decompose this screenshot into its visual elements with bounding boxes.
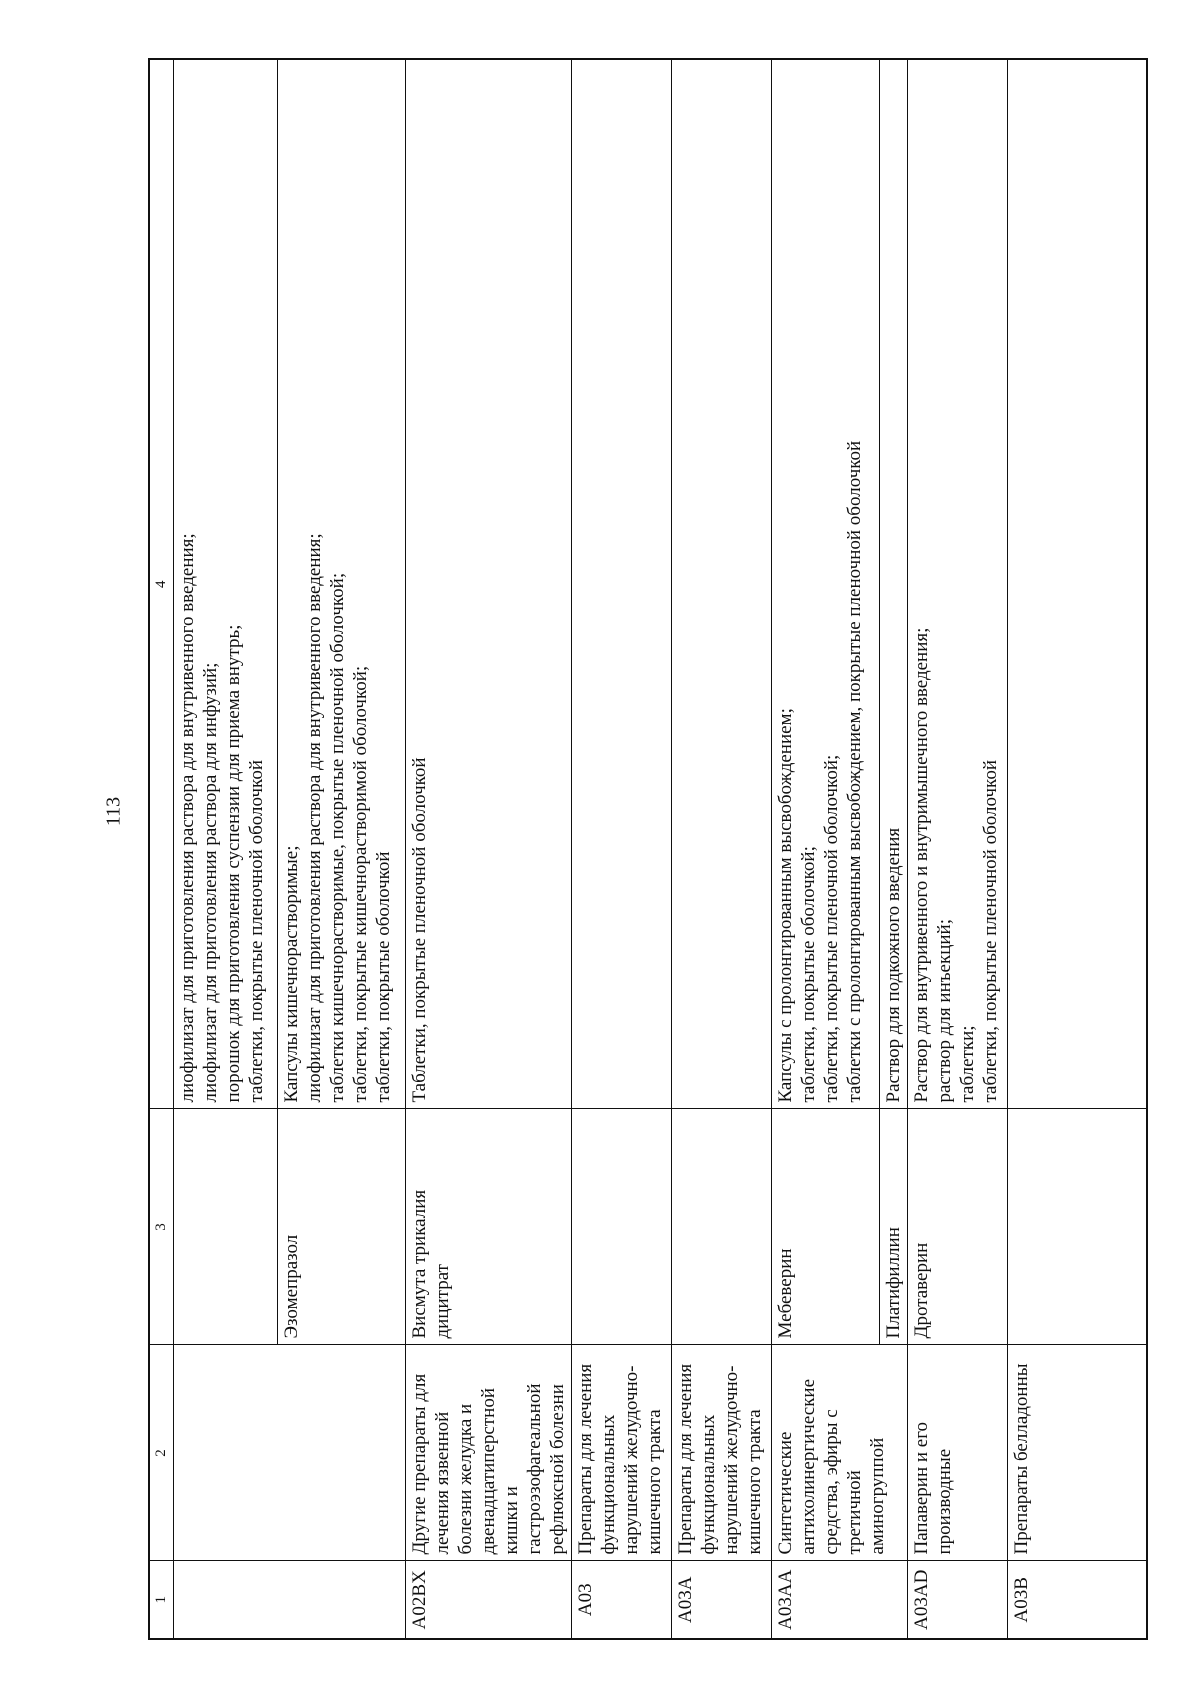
substance-name: Дротаверин xyxy=(908,1109,1008,1345)
table-row xyxy=(672,59,772,1639)
form-line: Раствор для внутривенного и внутримышечного введения; xyxy=(911,627,932,1103)
form-line: Капсулы с пролонгированным высвобождением; xyxy=(775,708,796,1103)
group-name: Препараты белладонны xyxy=(1008,1345,1148,1561)
group-name xyxy=(174,1345,406,1561)
table-row xyxy=(908,59,1008,1639)
form-line: порошок для приготовления суспензии для приема внутрь; xyxy=(223,624,244,1103)
form-line: лиофилизат для приготовления раствора для внутривенного введения; xyxy=(304,533,325,1103)
form-line: лиофилизат для приготовления раствора для инфузий; xyxy=(200,662,221,1103)
header-col-4: 4 xyxy=(149,59,174,1109)
atc-code: A03 xyxy=(572,1561,672,1639)
header-col-1: 1 xyxy=(149,1561,174,1639)
group-name: Другие препараты для лечения язвенной болезни желудка и двенадцатиперстной кишки и гастроэзофагеальной рефлюксной болезни xyxy=(406,1345,572,1561)
table-row xyxy=(406,59,572,1639)
substance-name xyxy=(572,1109,672,1345)
group-name: Препараты для лечения функциональных нарушений желудочно-кишечного тракта xyxy=(572,1345,672,1561)
form-line: Капсулы кишечнорастворимые; xyxy=(281,845,302,1103)
substance-name: Эзомепразол xyxy=(278,1109,406,1345)
group-name: Синтетические антихолинергические средства, эфиры с третичной аминогруппой xyxy=(772,1345,908,1561)
form-line: Таблетки, покрытые пленочной оболочкой xyxy=(409,757,430,1103)
atc-code: A03AD xyxy=(908,1561,1008,1639)
header-col-2: 2 xyxy=(149,1345,174,1561)
atc-code: A03B xyxy=(1008,1561,1148,1639)
table-row xyxy=(1008,59,1148,1639)
dosage-forms xyxy=(672,59,772,1109)
form-line: раствор для инъекций; xyxy=(934,918,955,1103)
substance-name: Платифиллин xyxy=(880,1109,908,1345)
page-number: 113 xyxy=(102,796,125,827)
form-line: лиофилизат для приготовления раствора для внутривенного введения; xyxy=(177,533,198,1103)
group-name: Папаверин и его производные xyxy=(908,1345,1008,1561)
table-row xyxy=(772,59,880,1639)
substance-name xyxy=(672,1109,772,1345)
atc-code: A03A xyxy=(672,1561,772,1639)
form-line: таблетки, покрытые кишечнорастворимой оболочкой; xyxy=(350,665,371,1103)
dosage-forms xyxy=(406,59,572,1109)
atc-code xyxy=(174,1561,406,1639)
dosage-forms xyxy=(880,59,908,1109)
rotated-table-sheet xyxy=(148,60,1148,1640)
dosage-forms xyxy=(908,59,1008,1109)
substance-name: Мебеверин xyxy=(772,1109,880,1345)
substance-name: Висмута трикалия дицитрат xyxy=(406,1109,572,1345)
header-row xyxy=(149,59,174,1639)
header-col-3: 3 xyxy=(149,1109,174,1345)
dosage-forms xyxy=(1008,59,1148,1109)
form-line: таблетки, покрытые пленочной оболочкой; xyxy=(821,754,842,1103)
form-line: таблетки; xyxy=(957,1025,978,1103)
form-line: таблетки кишечнорастворимые, покрытые пленочной оболочкой; xyxy=(327,572,348,1103)
form-line: Раствор для подкожного введения xyxy=(883,827,904,1103)
form-line: таблетки, покрытые оболочкой xyxy=(373,851,394,1103)
drug-classification-table xyxy=(148,58,1148,1640)
group-name: Препараты для лечения функциональных нарушений желудочно-кишечного тракта xyxy=(672,1345,772,1561)
form-line: таблетки, покрытые пленочной оболочкой xyxy=(980,760,1001,1103)
form-line: таблетки, покрытые оболочкой; xyxy=(798,846,819,1103)
table-row xyxy=(174,59,278,1639)
dosage-forms xyxy=(772,59,880,1109)
dosage-forms xyxy=(278,59,406,1109)
dosage-forms xyxy=(174,59,278,1109)
form-line: таблетки, покрытые пленочной оболочкой xyxy=(246,760,267,1103)
atc-code: A03AA xyxy=(772,1561,908,1639)
substance-name xyxy=(174,1109,278,1345)
substance-name xyxy=(1008,1109,1148,1345)
atc-code: A02BX xyxy=(406,1561,572,1639)
form-line: таблетки с пролонгированным высвобождением, покрытые пленочной оболочкой xyxy=(844,440,865,1103)
dosage-forms xyxy=(572,59,672,1109)
table-row xyxy=(572,59,672,1639)
